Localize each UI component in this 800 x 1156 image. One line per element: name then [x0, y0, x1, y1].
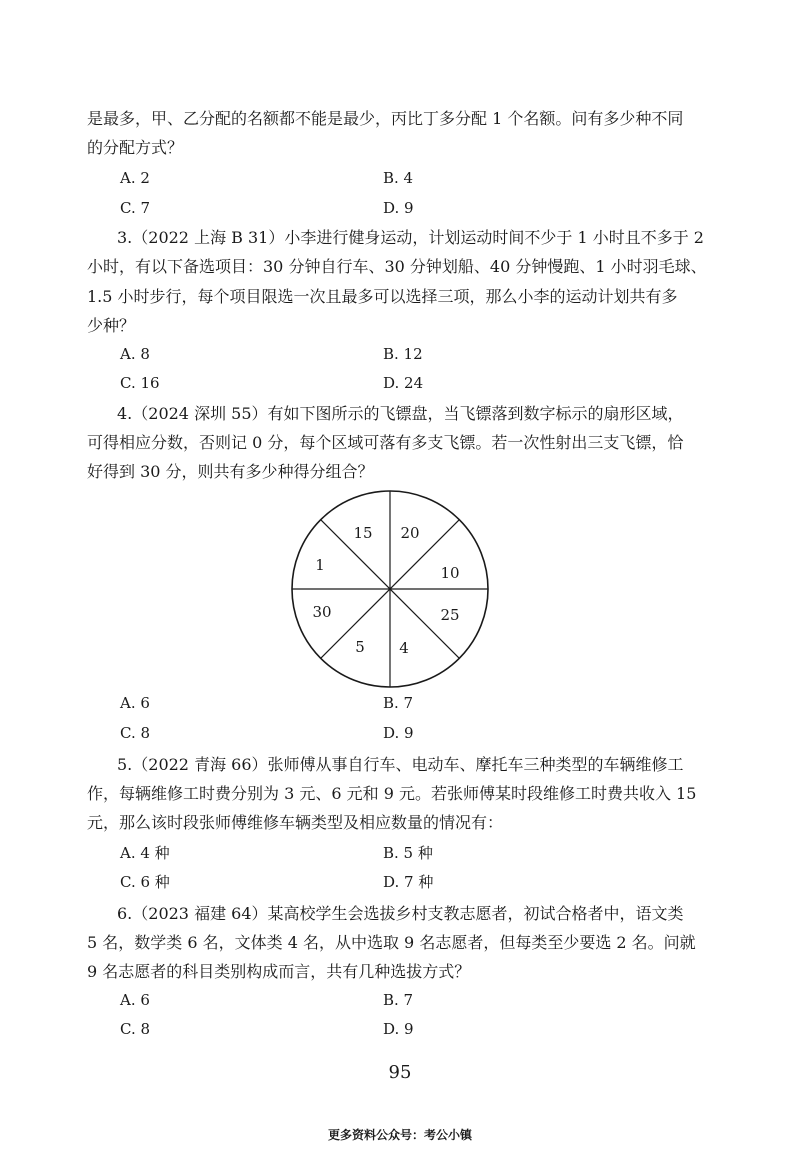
page-number: 95	[388, 1062, 412, 1083]
q4-option-c: C. 8	[120, 724, 151, 742]
q5-text-line1: 5.（2022 青海 66）张师傅从事自行车、电动车、摩托车三种类型的车辆维修工	[117, 755, 684, 774]
q2-option-b: B. 4	[383, 169, 414, 187]
dartboard-label-25: 25	[440, 606, 460, 624]
q5-text-line2: 作，每辆维修工时费分别为 3 元、6 元和 9 元。若张师傅某时段维修工时费共收入 15	[87, 784, 697, 803]
dartboard-label-4: 4	[399, 639, 409, 657]
q2-option-c: C. 7	[120, 199, 151, 217]
dartboard-label-5: 5	[355, 638, 365, 656]
q4-text-line2: 可得相应分数，否则记 0 分，每个区域可落有多支飞镖。若一次性射出三支飞镖，恰	[87, 433, 684, 452]
footer-note: 更多资料公众号：考公小镇	[327, 1128, 472, 1142]
q3-option-c: C. 16	[120, 374, 160, 392]
dartboard-label-30: 30	[312, 603, 332, 621]
q5-text-line3: 元，那么该时段张师傅维修车辆类型及相应数量的情况有：	[87, 813, 504, 832]
q3-option-a: A. 8	[120, 345, 150, 363]
q3-text-line3: 1.5 小时步行，每个项目限选一次且最多可以选择三项，那么小李的运动计划共有多	[87, 287, 678, 306]
q6-option-c: C. 8	[120, 1020, 151, 1038]
dartboard-label-20: 20	[400, 524, 420, 542]
q4-option-a: A. 6	[120, 694, 150, 712]
q6-text-line1: 6.（2023 福建 64）某高校学生会选拔乡村支教志愿者，初试合格者中，语文类	[117, 904, 684, 923]
dartboard-label-15: 15	[353, 524, 373, 542]
q3-text-line4: 少种？	[87, 316, 136, 335]
dartboard-figure	[280, 486, 500, 696]
dartboard-label-10: 10	[440, 564, 460, 582]
q6-option-d: D. 9	[383, 1020, 414, 1038]
q2-text-line2: 的分配方式？	[87, 138, 184, 157]
q5-option-b: B. 5 种	[383, 844, 433, 862]
q6-text-line3: 9 名志愿者的科目类别构成而言，共有几种选拔方式？	[87, 962, 471, 981]
q4-text-line1: 4.（2024 深圳 55）有如下图所示的飞镖盘，当飞镖落到数字标示的扇形区域，	[117, 404, 684, 423]
q3-text-line1: 3.（2022 上海 B 31）小李进行健身运动，计划运动时间不少于 1 小时且不多于 2	[117, 228, 704, 247]
q5-option-d: D. 7 种	[383, 873, 434, 891]
q5-option-c: C. 6 种	[120, 873, 170, 891]
q2-option-d: D. 9	[383, 199, 414, 217]
q3-option-b: B. 12	[383, 345, 423, 363]
q2-option-a: A. 2	[120, 169, 150, 187]
dartboard-label-1: 1	[315, 556, 325, 574]
q6-option-b: B. 7	[383, 991, 414, 1009]
q4-option-b: B. 7	[383, 694, 414, 712]
q6-text-line2: 5 名，数学类 6 名，文体类 4 名，从中选取 9 名志愿者，但每类至少要选 2 名。问就	[87, 933, 696, 952]
q3-text-line2: 小时，有以下备选项目：30 分钟自行车、30 分钟划船、40 分钟慢跑、1 小时羽毛球、	[87, 257, 707, 276]
q3-option-d: D. 24	[383, 374, 424, 392]
q4-text-line3: 好得到 30 分，则共有多少种得分组合？	[87, 462, 374, 481]
q6-option-a: A. 6	[120, 991, 150, 1009]
q5-option-a: A. 4 种	[120, 844, 170, 862]
q4-option-d: D. 9	[383, 724, 414, 742]
q2-text-line1: 是最多，甲、乙分配的名额都不能是最少，丙比丁多分配 1 个名额。问有多少种不同	[87, 109, 684, 128]
